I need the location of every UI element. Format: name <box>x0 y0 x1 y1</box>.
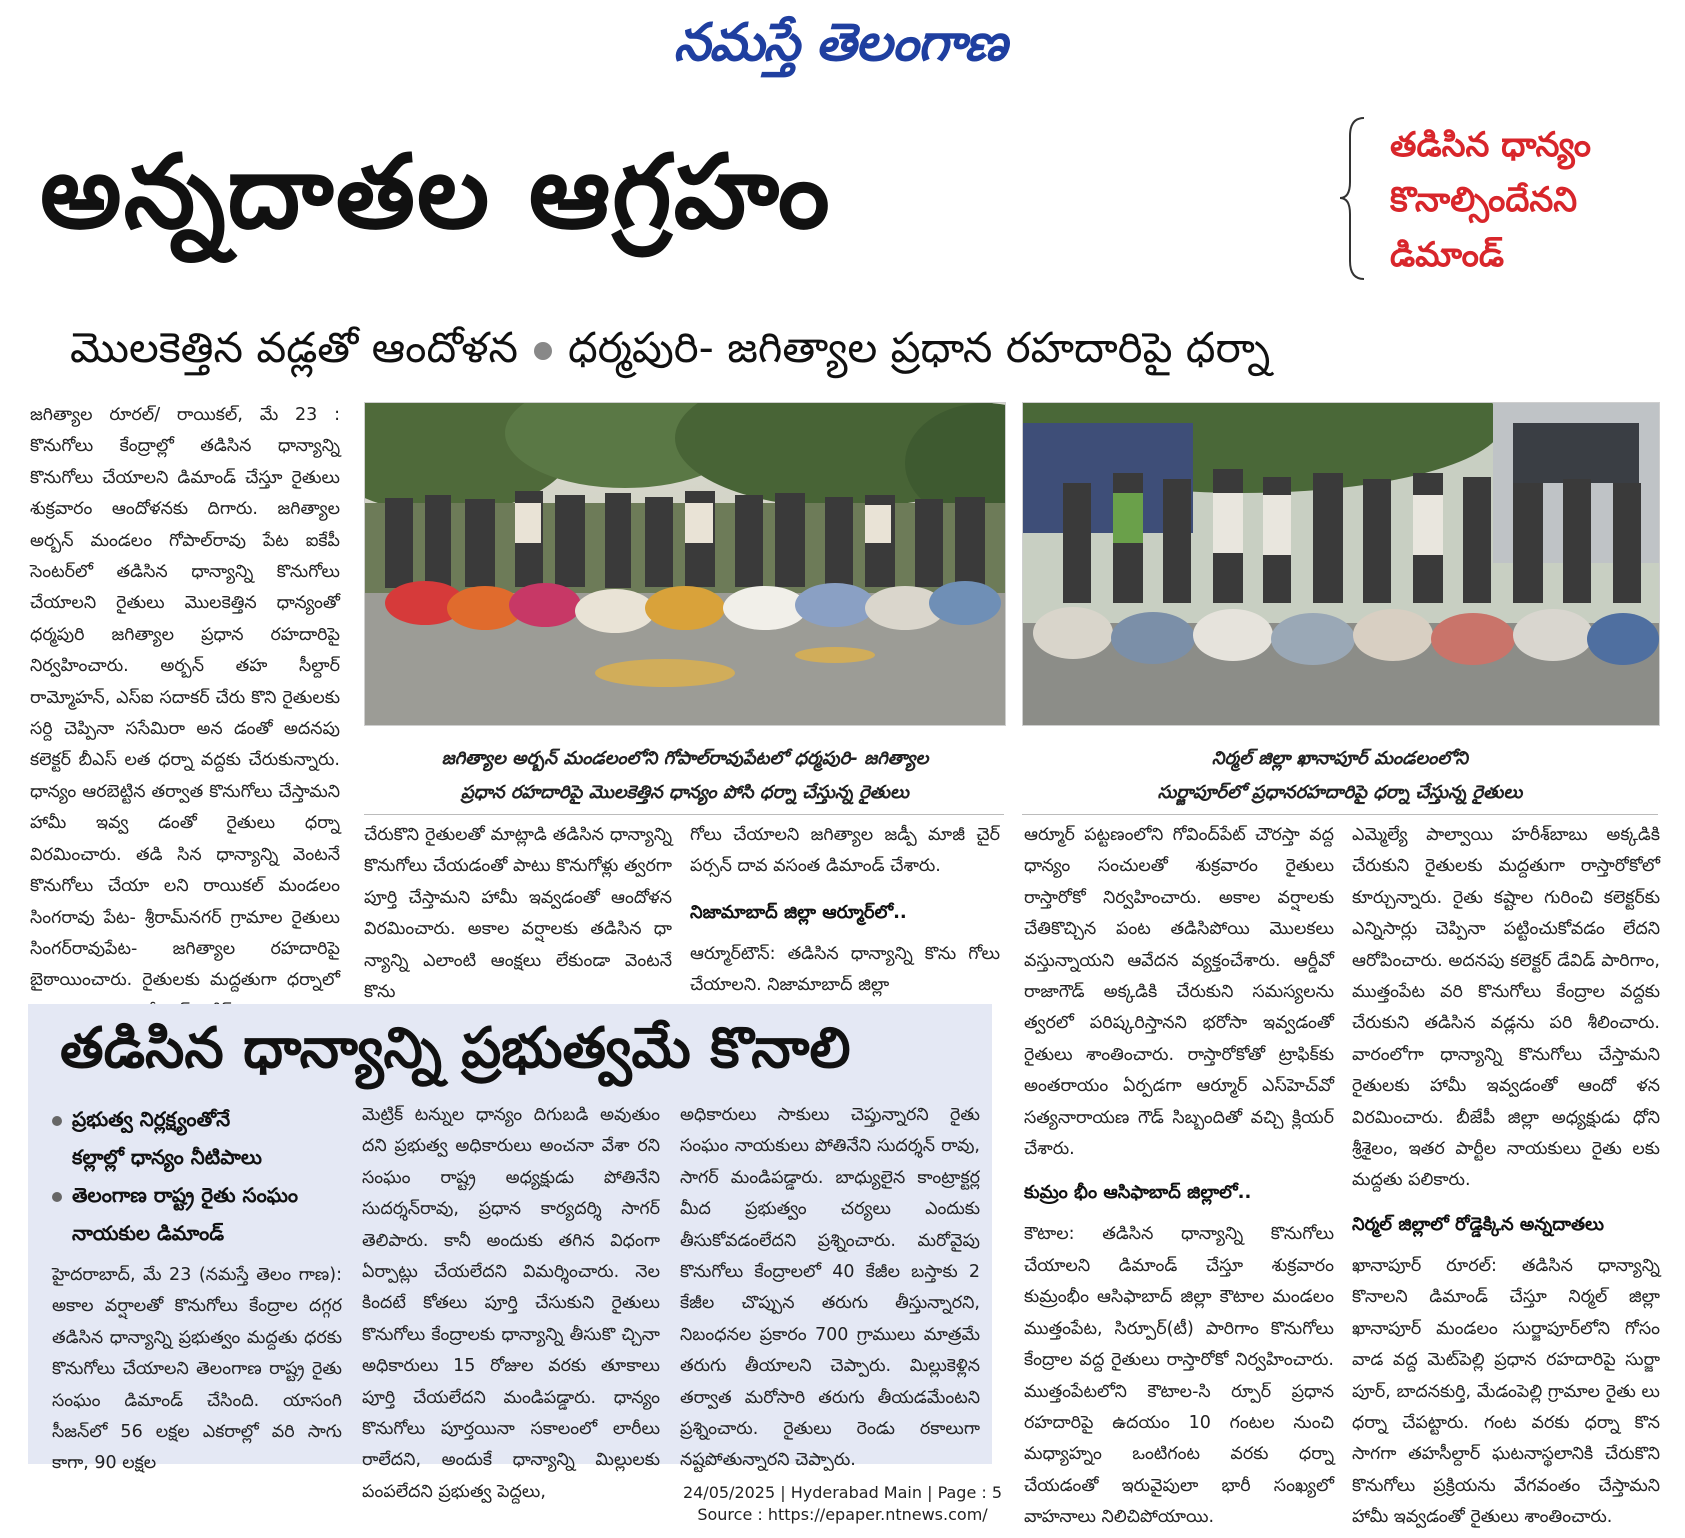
caption-line: జగిత్యాల అర్బన్ మండలంలోని గోపాల్‌రావుపేటలో ధర్మపురి- జగిత్యాల <box>441 748 929 769</box>
highlight-item <box>52 1176 342 1214</box>
page-footer <box>0 1482 1685 1526</box>
masthead-logo: నమస్తే తెలంగాణ <box>673 13 1007 73</box>
highlight-item: కల్లాల్లో ధాన్యం నీటిపాలు <box>72 1145 262 1169</box>
caption-line: సుర్జాపూర్‌లో ప్రధానరహదారిపై ధర్నా చేస్తున్న రైతులు <box>1157 782 1523 803</box>
bullet-dot-icon <box>534 342 552 360</box>
subheadline <box>70 318 1630 378</box>
section-subheading: నిర్మల్ జిల్లాలో రోడ్డెక్కిన అన్నదాతలు <box>1352 1213 1604 1235</box>
protest-photo-illustration <box>1023 403 1659 725</box>
story1-column-5 <box>1352 820 1660 1534</box>
story2-column-2: మెట్రిక్ టన్నుల ధాన్యం దిగుబడి అవుతుం దని ప్రభుత్వ అధికారులు అంచనా వేశా రని సంఘం రాష్ట్ర అధ్యక్షుడు పోతినేని సుదర్శన్‌రావు, ప్రధాన కార్యదర్శి సాగర్ తెలిపారు. కానీ అందుకు తగిన విధంగా ఏర్పాట్లు చేయలేదని విమర్శించారు. నెల కిందటే కోతలు పూర్తి చేసుకుని రైతులు కొనుగోలు కేంద్రాలకు ధాన్యాన్ని తీసుకొ చ్చినా అధికారులు 15 రోజుల వరకు తూకాలు పూర్తి చేయలేదని మండిపడ్డారు. ధాన్యం కొనుగోలు పూర్తయినా సకాలంలో లారీలు రాలేదని, అందుకే ధాన్యాన్ని మిల్లులకు పంపలేదని ప్రభుత్వ పెద్దలు, <box>362 1105 660 1502</box>
protest-photo-illustration <box>365 403 1005 725</box>
story2-highlights <box>52 1100 342 1480</box>
column-text: ఎమ్మెల్యే పాల్వాయి హరీశ్‌బాబు అక్కడికి చేరుకుని రైతులకు మద్దతుగా రాస్తారోకోలో కూర్చున్నారు. రైతు కష్టాల గురించి కలెక్టర్‌కు ఎన్నిసార్లు చెప్పినా పట్టించుకోవడం లేదని ఆరోపించారు. అదనపు కలెక్టర్ డేవిడ్ పారిగాం, ముత్తంపేట వరి కొనుగోలు కేంద్రాల వద్దకు చేరుకుని తడిసిన వడ్లను పరి శీలించారు. వారంలోగా ధాన్యాన్ని కొనుగోలు చేస్తామని రైతులకు హామీ ఇవ్వడంతో ఆందో ళన విరమించారు. బీజేపీ జిల్లా అధ్యక్షుడు ధోని శ్రీశైలం, ఇతర పార్టీల నాయకులు రైతు లకు మద్దతు పలికారు. <box>1352 825 1660 1191</box>
bullet-icon <box>52 1192 62 1202</box>
column-text: ఖానాపూర్ రూరల్: తడిసిన ధాన్యాన్ని కొనాలని డిమాండ్ చేస్తూ నిర్మల్ జిల్లా ఖానాపూర్ మండలం సుర్జాపూర్‌లోని గోసం వాడ వద్ద మెట్‌పెల్లి ప్రధాన రహదారిపై సుర్జా పూర్, బాదనకుర్తి, మేడంపెల్లి గ్రామాల రైతు లు ధర్నా చేపట్టారు. గంట వరకు ధర్నా కొన సాగగా తహసీల్దార్ ఘటనాస్థలానికి చేరుకొని కొనుగోలు ప్రక్రియను వేగవంతం చేస్తామని హామీ ఇవ్వడంతో రైతులు శాంతించారు. <box>1352 1255 1660 1528</box>
footer-source: Source : https://epaper.ntnews.com/ <box>697 1505 988 1524</box>
photo1-caption <box>380 742 990 810</box>
divider <box>364 814 1004 815</box>
bullet-icon <box>52 1116 62 1126</box>
subheadline-left: మొలకెత్తిన వడ్లతో ఆందోళన <box>70 323 518 372</box>
column-text: కౌటాల: తడిసిన ధాన్యాన్ని కొనుగోలు చేయాలని డిమాండ్ చేస్తూ శుక్రవారం కుమ్రంభీం ఆసిఫాబాద్ జిల్లా కౌటాల మండలం ముత్తంపేట, సిర్పూర్(టీ) పారిగాం కొనుగోలు కేంద్రాల వద్ద రైతులు రాస్తారోకో నిర్వహించారు. ముత్తంపేటలోని కౌటాల-సి ర్పూర్ ప్రధాన రహదారిపై ఉదయం 10 గంటల నుంచి మధ్యాహ్నం ఒంటిగంట వరకు ధర్నా చేయడంతో ఇరువైపులా భారీ సంఖ్యలో వాహనాలు నిలిచిపోయాయి. <box>1024 1224 1334 1528</box>
photo-farmers-dharna-nirmal <box>1022 402 1660 726</box>
brace-divider <box>1338 116 1368 281</box>
side-callout <box>1390 118 1670 283</box>
story2-headline: తడిసిన ధాన్యాన్ని ప్రభుత్వమే కొనాలి <box>60 1016 851 1081</box>
story1-column-2: చేరుకొని రైతులతో మాట్లాడి తడిసిన ధాన్యాన్ని కొనుగోలు చేయడంతో పాటు కొనుగోళ్లు త్వరగా పూర్తి చేస్తామని హామీ ఇవ్వడంతో ఆందోళన విరమించారు. అకాల వర్షాలకు తడిసిన ధా న్యాన్ని ఎలాంటి ఆంక్షలు లేకుండా వెంటనే కొను <box>364 825 672 1003</box>
story2-column-3: అధికారులు సాకులు చెప్తున్నారని రైతు సంఘం నాయకులు పోతినేని సుదర్శన్ రావు, సాగర్ మండిపడ్డారు. బాధ్యులైన కాంట్రాక్టర్ల మీద ప్రభుత్వం చర్యలు ఎందుకు తీసుకోవడంలేదని ప్రశ్నించారు. మరోవైపు కొనుగోలు కేంద్రాలలో 40 కేజీల బస్తాకు 2 కేజీల చొప్పున తరుగు తీస్తున్నారని, నిబంధనల ప్రకారం 700 గ్రాములు మాత్రమే తరుగు తీయాలని చెప్పారు. మిల్లుకెళ్లిన తర్వాత మరోసారి తరుగు తీయడమేంటని ప్రశ్నించారు. రైతులు రెండు రకాలుగా నష్టపోతున్నారని చెప్పారు. <box>680 1105 980 1471</box>
caption-line: ప్రధాన రహదారిపై మొలకెత్తిన ధాన్యం పోసి ధర్నా చేస్తున్న రైతులు <box>461 782 909 803</box>
story1-column-4 <box>1024 820 1334 1534</box>
column-text: హైదరాబాద్, మే 23 (నమస్తే తెలం గాణ): అకాల వర్షాలతో కొనుగోలు కేంద్రాల దగ్గర తడిసిన ధాన్యాన్ని ప్రభుత్వం మద్దతు ధరకు కొనుగోలు చేయాలని తెలంగాణ రాష్ట్ర రైతు సంఘం డిమాండ్ చేసింది. యాసంగి సీజన్‌లో 56 లక్షల ఎకరాల్లో వరి సాగు కాగా, 90 లక్షల <box>52 1265 342 1474</box>
footer-edition: 24/05/2025 | Hyderabad Main | Page : 5 <box>682 1483 1003 1502</box>
side-callout-line: కొనాల్సిందేనని <box>1390 180 1578 220</box>
column-text: ఆర్మూర్‌టౌన్: తడిసిన ధాన్యాన్ని కొను గోలు చేయాలని. నిజామాబాద్ జిల్లా <box>690 943 1000 996</box>
highlight-item <box>52 1100 342 1138</box>
caption-line: నిర్మల్ జిల్లా ఖానాపూర్ మండలంలోని <box>1211 748 1469 769</box>
section-subheading: నిజామాబాద్ జిల్లా ఆర్మూర్‌లో.. <box>690 901 907 923</box>
side-callout-line: తడిసిన ధాన్యం <box>1390 125 1592 165</box>
side-callout-line: డిమాండ్ <box>1390 235 1505 275</box>
highlight-text: ప్రభుత్వ నిర్లక్ష్యంతోనే <box>72 1107 231 1131</box>
section-subheading: కుమ్రం భీం ఆసిఫాబాద్ జిల్లాలో.. <box>1024 1182 1252 1204</box>
photo2-caption <box>1070 742 1610 810</box>
column-text: ఆర్మూర్ పట్టణంలోని గోవింద్‌పేట్ చౌరస్తా వద్ద ధాన్యం సంచులతో శుక్రవారం రైతులు రాస్తారోకో నిర్వహించారు. అకాల వర్షాలకు చేతికొచ్చిన పంట తడిసిపోయి మొలకలు వస్తున్నాయని ఆవేదన వ్యక్తంచేశారు. ఆర్డీవో రాజాగౌడ్ అక్కడికి చేరుకుని సమస్యలను త్వరలో పరిష్కరిస్తానని భరోసా ఇవ్వడంతో రైతులు శాంతించారు. రాస్తారోకోతో ట్రాఫిక్‌కు అంతరాయం ఏర్పడగా ఆర్మూర్ ఎస్‌హెచ్‌వో సత్యనారాయణ గౌడ్ సిబ్బందితో వచ్చి క్లియర్ చేశారు. <box>1024 825 1334 1160</box>
highlight-item: నాయకుల డిమాండ్ <box>72 1221 225 1245</box>
story1-column-1: జగిత్యాల రూరల్/ రాయికల్, మే 23 : కొనుగోలు కేంద్రాల్లో తడిసిన ధాన్యాన్ని కొనుగోలు చేయాలని డిమాండ్ చేస్తూ రైతులు శుక్రవారం ఆందోళనకు దిగారు. జగిత్యాల అర్బన్ మండలం గోపాల్‌రావు పేట ఐకేపీ సెంటర్‌లో తడిసిన ధాన్యాన్ని కొనుగోలు చేయాలని రైతులు మొలకెత్తిన ధాన్యంతో ధర్మపురి జగిత్యాల ప్రధాన రహదారిపై నిర్వహించారు. అర్బన్ తహ సీల్దార్ రామ్మోహన్, ఎస్ఐ సదాకర్ చేరు కొని రైతులకు సర్ది చెప్పినా ససేమిరా అన డంతో అదనపు కలెక్టర్ బీఎస్ లత ధర్నా వద్దకు చేరుకున్నారు. ధాన్యం ఆరబెట్టిన తర్వాత కొనుగోలు చేస్తామని హామీ ఇవ్వ డంతో రైతులు ధర్నా విరమించారు. తడి సిన ధాన్యాన్ని వెంటనే కొనుగోలు చేయా లని రాయికల్ మండలం సింగరావు పేట- శ్రీరామ్‌నగర్ గ్రామాల రైతులు సింగర్‌రావుపేట- జగిత్యాల రహదారిపై బైఠాయించారు. రైతులకు మద్దతుగా ధర్నాలో <box>30 405 340 991</box>
subheadline-right: ధర్మపురి- జగిత్యాల ప్రధాన రహదారిపై ధర్నా <box>567 323 1271 372</box>
column-text: గోలు చేయాలని జగిత్యాల జడ్పీ మాజీ చైర్ పర్సన్ దావ వసంత డిమాండ్ చేశారు. <box>690 825 1000 877</box>
divider <box>1022 814 1658 815</box>
highlight-text: తెలంగాణ రాష్ట్ర రైతు సంఘం <box>72 1183 299 1207</box>
photo-farmers-dharna-jagtial <box>364 402 1006 726</box>
headline: అన్నదాతల ఆగ్రహం <box>40 133 832 252</box>
story1-column-3 <box>690 820 1000 1002</box>
